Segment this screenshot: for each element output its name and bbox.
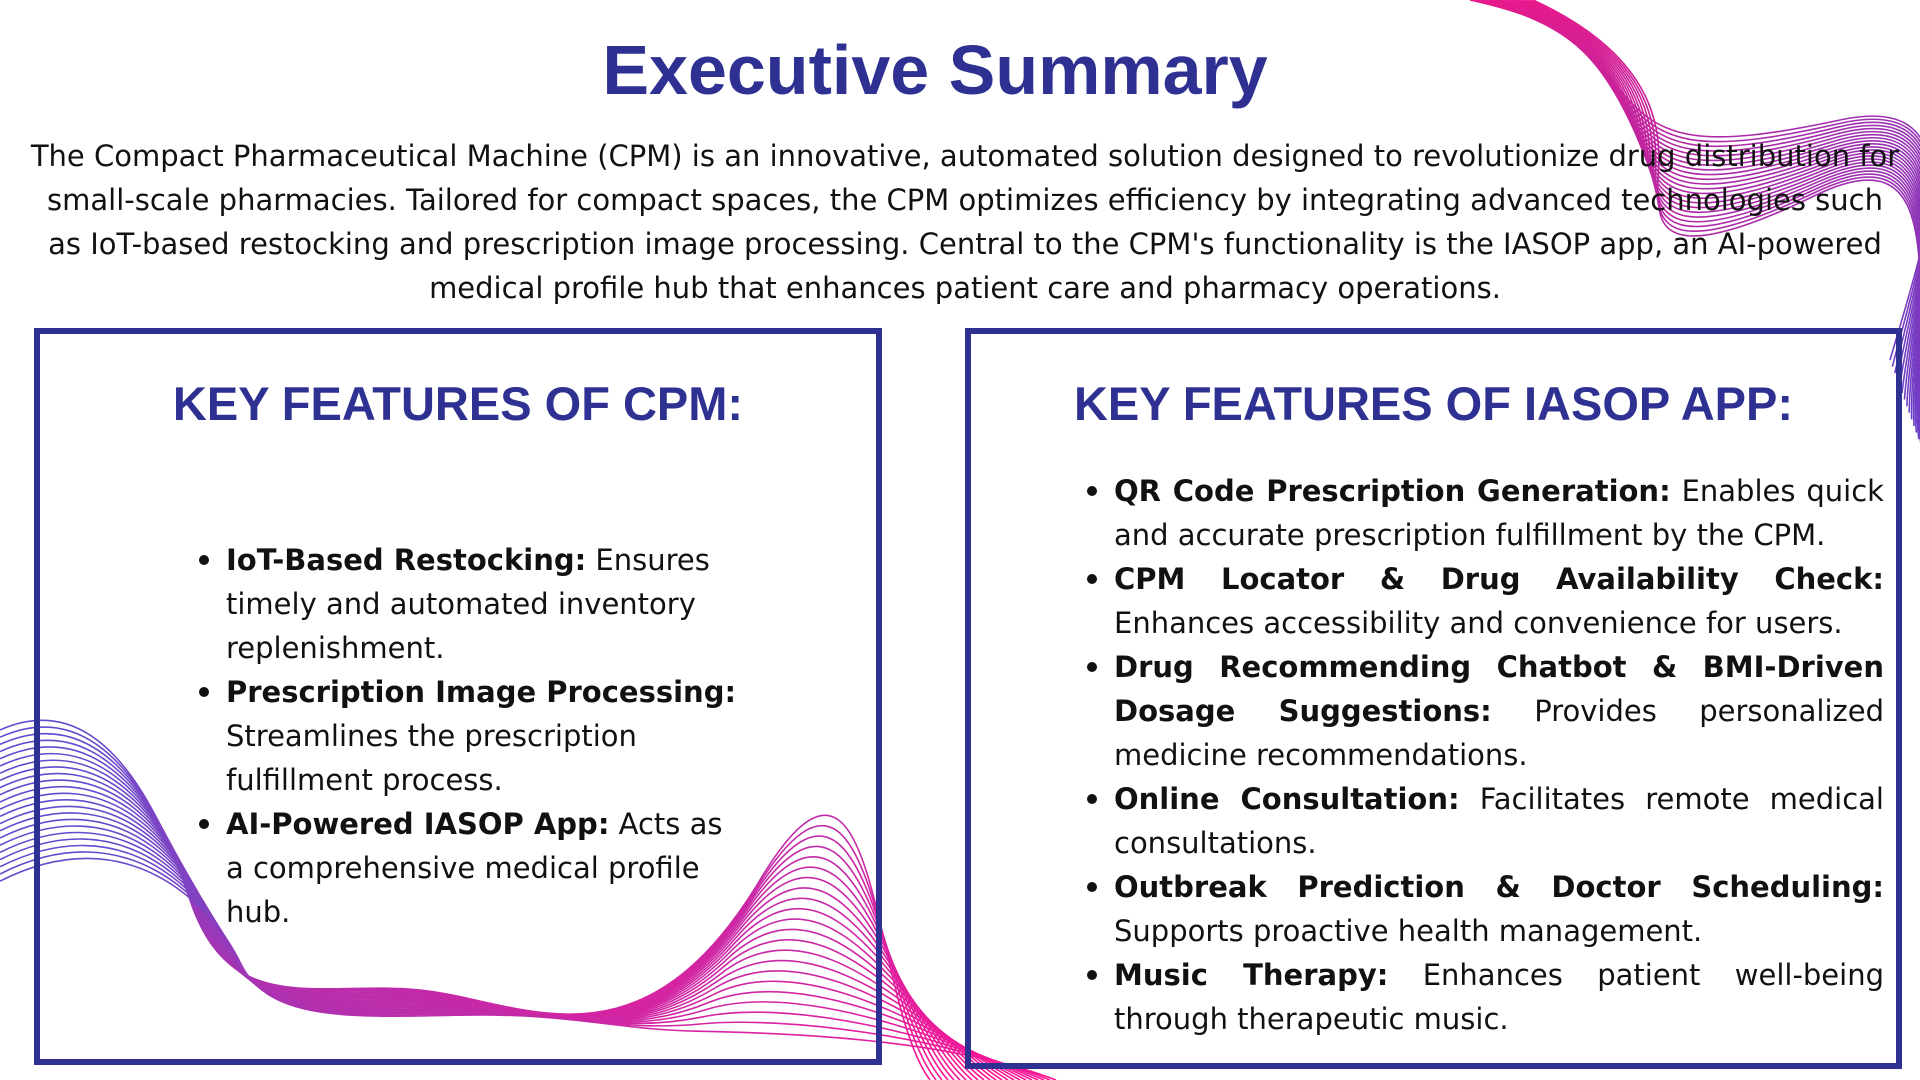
- feature-text: Provides personalized medicine recommendations.: [1114, 694, 1884, 772]
- iasop-features-panel: [965, 328, 1902, 1069]
- iasop-features-heading: KEY FEATURES OF IASOP APP:: [1073, 377, 1794, 430]
- list-item: [1114, 953, 1884, 1041]
- summary-paragraph: The Compact Pharmaceutical Machine (CPM) is an innovative, automated solution designed to revolutionize drug distribution for small-scale pharmacies. Tailored for compact spaces, the CPM optimizes efficiency by integrating advanced technologies such as IoT-based restocking and prescription image processing. Central to the CPM's functionality is the IASOP app, an AI-powered medical profile hub that enhances patient care and pharmacy operations.: [30, 139, 1900, 305]
- feature-label: Outbreak Prediction & Doctor Scheduling:: [1114, 870, 1884, 904]
- list-item: [226, 670, 746, 802]
- feature-text: Streamlines the prescription fulfillment process.: [226, 719, 637, 797]
- iasop-features-list: [1086, 469, 1884, 1041]
- list-item: [226, 802, 746, 934]
- cpm-features-list: [198, 538, 746, 934]
- feature-text: Ensures timely and automated inventory replenishment.: [226, 543, 710, 665]
- cpm-features-heading: KEY FEATURES OF CPM:: [172, 377, 744, 430]
- feature-label: QR Code Prescription Generation:: [1114, 474, 1671, 508]
- page-title: Executive Summary: [602, 31, 1268, 109]
- cpm-features-panel: [34, 328, 882, 1065]
- feature-label: Prescription Image Processing:: [226, 675, 737, 709]
- list-item: [1114, 777, 1884, 865]
- feature-label: Music Therapy:: [1114, 958, 1389, 992]
- list-item: [1114, 865, 1884, 953]
- list-item: [226, 538, 746, 670]
- feature-text: Enables quick and accurate prescription fulfillment by the CPM.: [1114, 474, 1884, 552]
- feature-label: Drug Recommending Chatbot & BMI-Driven Dosage Suggestions:: [1114, 650, 1884, 728]
- feature-text: Acts as a comprehensive medical profile hub.: [226, 807, 723, 929]
- feature-label: CPM Locator & Drug Availability Check:: [1114, 562, 1884, 596]
- feature-text: Facilitates remote medical consultations.: [1114, 782, 1884, 860]
- feature-label: IoT-Based Restocking:: [226, 543, 587, 577]
- feature-text: Supports proactive health management.: [1114, 914, 1703, 948]
- list-item: [1114, 645, 1884, 777]
- feature-text: Enhances accessibility and convenience for users.: [1114, 606, 1843, 640]
- feature-label: Online Consultation:: [1114, 782, 1460, 816]
- list-item: [1114, 469, 1884, 557]
- list-item: [1114, 557, 1884, 645]
- feature-label: AI-Powered IASOP App:: [226, 807, 610, 841]
- feature-text: Enhances patient well-being through therapeutic music.: [1114, 958, 1884, 1036]
